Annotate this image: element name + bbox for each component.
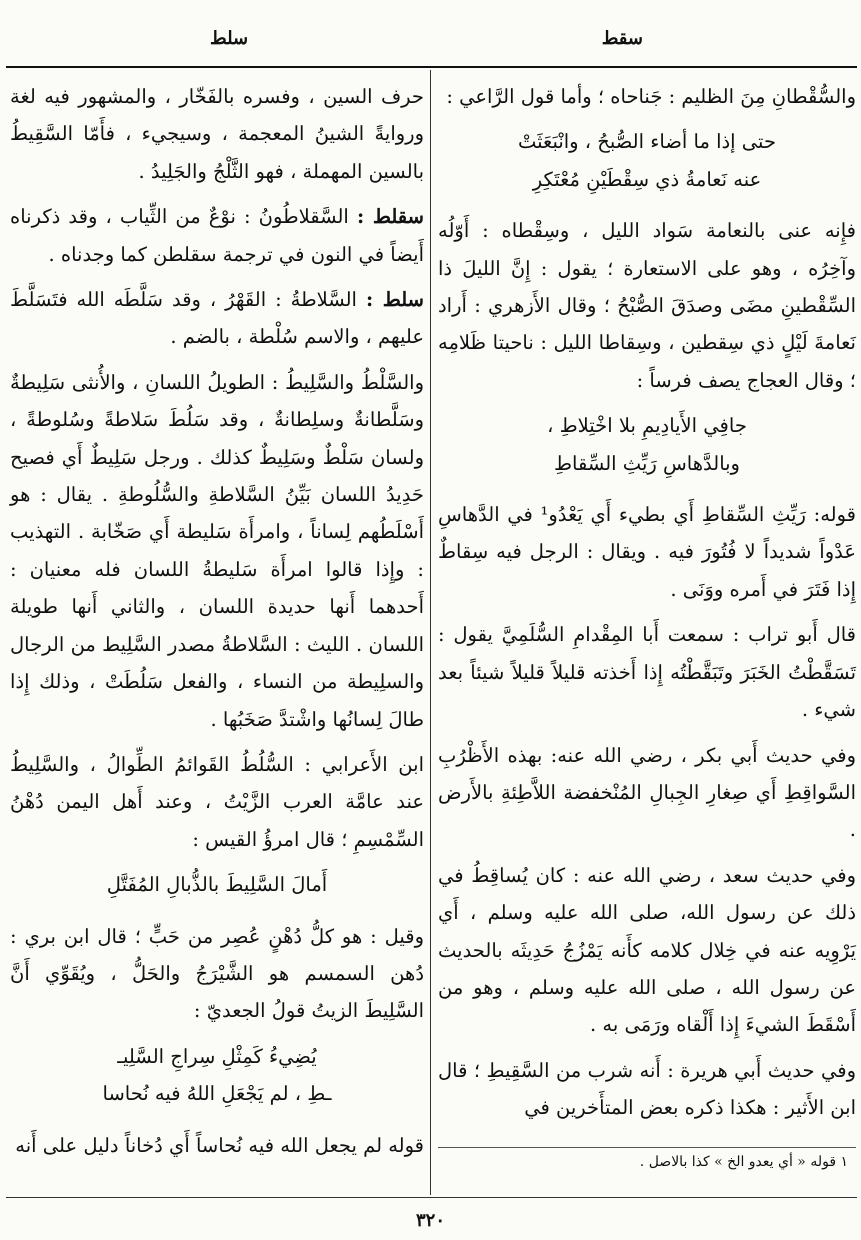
entry-text: قال أَبو تراب : سمعت أَبا المِقْدامِ السُّلَمِيَّ يقول : تَسَقَّطْتُ الخَبَرَ وتَبَقَّطْتُه إِذا أَخذته قليلاً قليلاً شيئاً بعد شيء . (438, 623, 856, 722)
poetry-verse (10, 1038, 424, 1113)
entry-paragraph (438, 212, 856, 399)
entry-paragraph (10, 78, 424, 190)
entry-paragraph (438, 1052, 856, 1127)
entry-text: وفي حديث أَبي هريرة : أَنه شرب من السَّقِيطِ ؛ قال ابن الأَثير : هكذا ذكره بعض المتأَخرين في (438, 1058, 856, 1120)
footnote-rule (438, 1147, 856, 1148)
verse-line: وبالدَّهاسِ رَيِّثِ السِّقاطِ (554, 451, 740, 475)
entry-paragraph (10, 364, 424, 738)
footer-rule (6, 1197, 857, 1198)
entry-paragraph (438, 78, 856, 115)
header-right-keyword: سقط (601, 28, 643, 49)
entry-paragraph (10, 198, 424, 273)
footnote: ١ قوله « أي يعدو الخ » كذا بالاصل . (639, 1154, 848, 1170)
entry-text: السَّقلاطُونُ : نوْعٌ من الثِّياب ، وقد ذكرناه أَيضاً في النون في ترجمة سقلطن كما وجدناه . (10, 205, 424, 266)
verse-line: ـطِ ، لم يَجْعَلِ اللهُ فيه نُحاسا (102, 1082, 332, 1106)
right-column (438, 78, 856, 1135)
entry-text: ابن الأَعرابي : السُّلُطُ القَوائمُ الطِّوالُ ، والسَّلِيطُ عند عامَّة العرب الزَّيْتُ ، وعند أَهل اليمن دُهْنُ السِّمْسِمِ ؛ قال امرؤُ القيس : (10, 752, 424, 851)
entry-text: السَّلاطةُ : القَهْرُ ، وقد سَلَّطَه الله فتَسَلَّطَ عليهم ، والاسم سُلْطة ، بالضم . (10, 288, 424, 349)
page-header (0, 22, 861, 54)
verse-line: يُضِيءُ كَمِثْلِ سِراجِ السَّلِيـ (117, 1044, 317, 1068)
verse-line: جافِي الأَيادِيمِ بلا اخْتِلاطِ ، (547, 414, 747, 438)
column-divider (430, 70, 431, 1195)
entry-paragraph (10, 746, 424, 858)
entry-paragraph (438, 616, 856, 728)
entry-text: وفي حديث أَبي بكر ، رضي الله عنه: بهذه الأَظْرُبِ السَّواقِطِ أَي صِغارِ الجِبالِ المُنْخفضة اللاَّطِئةِ بالأَرض . (438, 743, 856, 842)
entry-text: حرف السين ، وفسره بالفَخّار ، والمشهور فيه لغة وروايةً الشينُ المعجمة ، وسيجيء ، فأَمّا السَّقِيطُ بالسين المهملة ، فهو الثَّلْجُ والجَلِيدُ . (10, 85, 424, 183)
left-column (10, 78, 424, 1172)
poetry-verse (438, 407, 856, 482)
entry-headword: سلط : (365, 288, 425, 312)
entry-paragraph (10, 281, 424, 356)
entry-paragraph (438, 496, 856, 608)
poetry-verse (10, 866, 424, 903)
entry-paragraph (10, 1127, 424, 1164)
page-number: ٣٢٠ (415, 1210, 445, 1231)
verse-line: أَمالَ السَّلِيطَ بالذُّبالِ المُفَتَّلِ (106, 873, 328, 897)
entry-text: قوله: رَيِّثِ السِّقاطِ أَي بطيء أَي يَعْدُو¹ في الدَّهاسِ عَدْواً شديداً لا فُتُورَ فيه . ويقال : الرجل فيه سِقاطٌ إِذا فَتَرَ في أَمره ووَنَى . (438, 503, 856, 601)
entry-paragraph (438, 857, 856, 1044)
entry-text: وفي حديث سعد ، رضي الله عنه : كان يُساقِطُ في ذلك عن رسول الله، صلى الله عليه وسلم ، أَي يَرْوِيه عنه في خِلال كلامه كأَنه يَمْزُجُ حَدِيثَه بالحديث عن رسول الله ، صلى الله عليه وسلم ، وهو من أَسْقَطَ الشيءَ إِذا أَلْقاه ورَمَى به . (438, 863, 856, 1037)
entry-text: والسُّقْطانِ مِنَ الظليم : جَناحاه ؛ وأما قول الرَّاعي : (446, 85, 856, 108)
verse-line: حتى إذا ما أضاء الصُّبحُ ، وانْبَعَثَتْ (518, 130, 776, 154)
entry-paragraph (10, 918, 424, 1030)
entry-text: قوله لم يجعل الله فيه نُحاساً أَي دُخاناً دليل على أَنه (15, 1133, 424, 1157)
entry-text: فإِنه عنى بالنعامة سَواد الليل ، وسِقْطاه : أَوّلُه وآخِرُه ، وهو على الاستعارة ؛ يقول : إِنَّ الليلَ ذا السِّقْطينِ مضَى وصدَقَ الصُّبْحُ ؛ وقال الأَزهري : أَراد نَعامةَ لَيْلٍ ذي سِقطين ، وسِقاطا الليل : ناحيتا ظَلامِه ؛ وقال العجاج يصف فرساً : (438, 219, 856, 392)
header-left-keyword: سلط (210, 28, 249, 49)
entry-text: والسَّلْطُ والسَّلِيطُ : الطويلُ اللسانِ ، والأُنثى سَلِيطةٌ وسَلَّطانةٌ وسلِطانةٌ ، وقد سَلُطَ سَلاطةً وسُلوطةً ، ولسان سَلْطٌ وسَلِيطٌ كذلك . ورجل سَلِيطٌ أَي فصيح حَدِيدُ اللسان بَيِّنُ السَّلاطةِ والسُّلُوطةِ . يقال : هو أَسْلَطُهم لِساناً ، وامرأَة سَليطة أَي صَخّابة . التهذيب : وإِذا قالوا امرأَة سَليطةُ اللسان فله معنيان : أَحدهما أَنها حديدة اللسان ، والثاني أَنها طويلة اللسان . الليث : السَّلاطةُ مصدر السَّلِيط من الرجال والسلِيطة من النساء ، والفعل سَلُطَتْ ، وذلك إِذا طالَ لِسانُها واشْتدَّ صَخَبُها . (10, 370, 424, 731)
entry-text: وقيل : هو كلُّ دُهْنٍ عُصِر من حَبٍّ ؛ قال ابن بري : دُهن السمسم هو الشَّيْرَجُ والحَلُّ ، ويُقَوِّي أَنَّ السَّلِيطَ الزيتُ قولُ الجعديّ : (10, 924, 424, 1023)
entry-paragraph (438, 737, 856, 849)
verse-line: عنه نَعامةُ ذي سِقْطَيْنِ مُعْتَكِرِ (532, 167, 762, 191)
entry-headword: سقلط : (356, 205, 425, 229)
header-rule (6, 66, 857, 68)
poetry-verse (438, 123, 856, 198)
